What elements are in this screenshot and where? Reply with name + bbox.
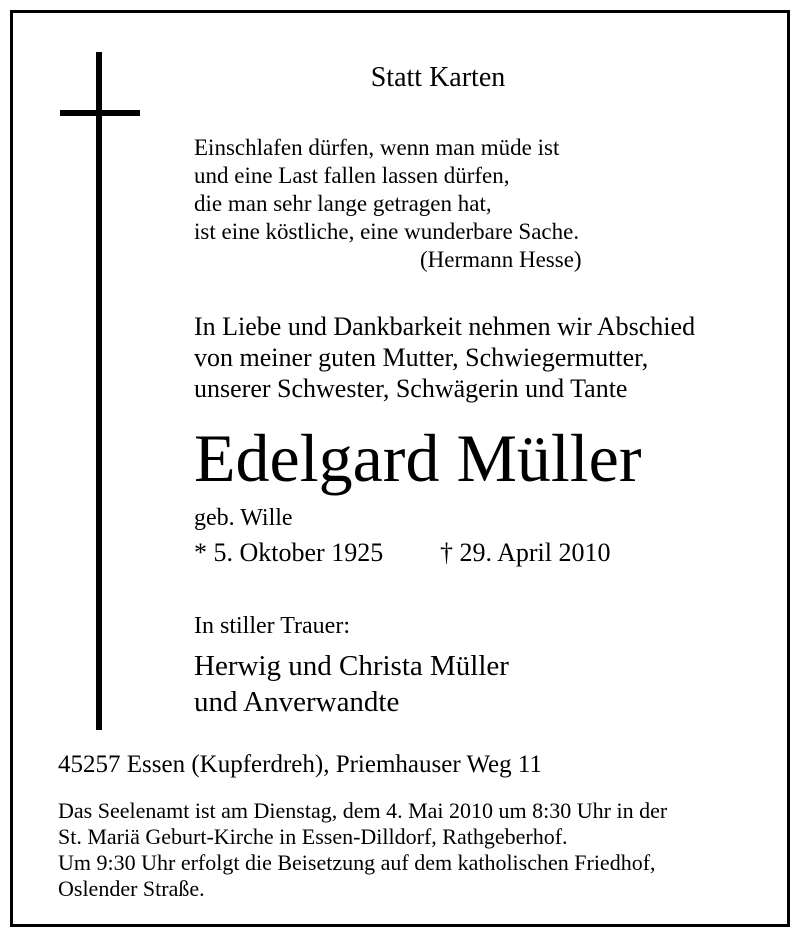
- cross-icon: [96, 52, 102, 730]
- service-info-line: St. Mariä Geburt-Kirche in Essen-Dilldorf, Rathgeberhof.: [58, 824, 568, 849]
- intro-line: unserer Schwester, Schwägerin und Tante: [194, 374, 628, 403]
- service-info-line: Um 9:30 Uhr erfolgt die Beisetzung auf dem katholischen Friedhof,: [58, 850, 656, 875]
- deceased-name: Edelgard Müller: [194, 420, 642, 496]
- poem-line: Einschlafen dürfen, wenn man müde ist: [194, 135, 560, 160]
- mourning-label: In stiller Trauer:: [194, 613, 350, 639]
- cross-icon-crossbar: [60, 110, 140, 116]
- poem-line: ist eine köstliche, eine wunderbare Sache.: [194, 219, 580, 244]
- service-info-line: Oslender Straße.: [58, 876, 205, 901]
- heading: Statt Karten: [370, 62, 506, 93]
- poem-line: und eine Last fallen lassen dürfen,: [194, 163, 510, 188]
- address: 45257 Essen (Kupferdreh), Priemhauser Weg 11: [58, 751, 542, 778]
- service-info-line: Das Seelenamt ist am Dienstag, dem 4. Mai 2010 um 8:30 Uhr in der: [58, 798, 668, 823]
- intro-line: von meiner guten Mutter, Schwiegermutter,: [194, 343, 649, 372]
- poem-line: die man sehr lange getragen hat,: [194, 191, 492, 216]
- maiden-name: geb. Wille: [194, 505, 293, 531]
- poem-author: (Hermann Hesse): [420, 247, 582, 272]
- birth-date: * 5. Oktober 1925: [194, 538, 384, 567]
- signer-line: Herwig und Christa Müller: [194, 650, 509, 682]
- intro-line: In Liebe und Dankbarkeit nehmen wir Abschied: [194, 312, 696, 341]
- signer-line: und Anverwandte: [194, 686, 400, 718]
- death-date: † 29. April 2010: [440, 538, 611, 567]
